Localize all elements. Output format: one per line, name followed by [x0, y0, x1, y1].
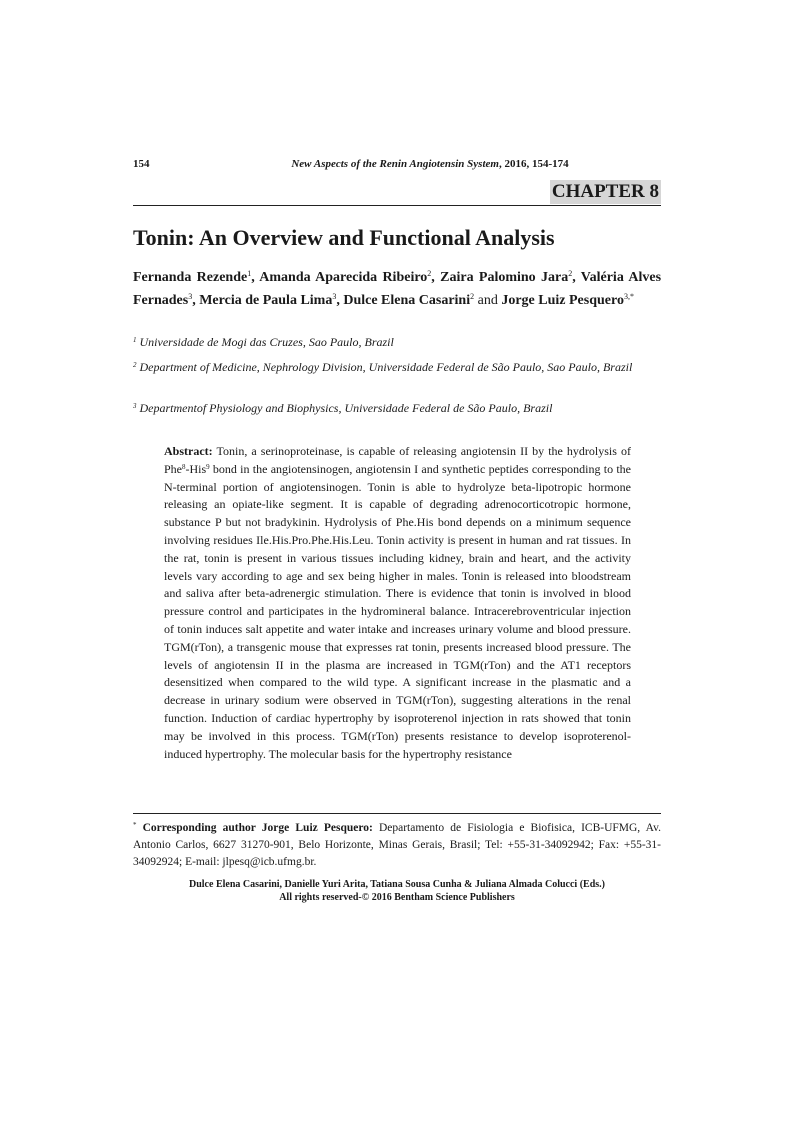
abstract-text: -His: [185, 461, 207, 476]
author-affiliation-marker: 3,*: [623, 292, 634, 301]
author-name: Fernanda Rezende: [133, 270, 248, 285]
superscript: 8: [182, 462, 186, 471]
author-affiliation-marker: 2: [568, 269, 573, 278]
chapter-label: CHAPTER 8: [551, 181, 659, 202]
affiliation-text: Universidade de Mogi das Cruzes, Sao Paulo, Brazil: [139, 335, 394, 349]
affiliation-number: 3: [133, 402, 137, 410]
editors-line: Dulce Elena Casarini, Danielle Yuri Arita, Tatiana Sousa Cunha & Juliana Almada Colucci (Eds.): [189, 879, 605, 890]
author-affiliation-marker: 2: [427, 269, 432, 278]
footnote-text: Departamento de Fisiologia e Biofisica, ICB-UFMG, Av. Antonio Carlos, 6627 31270-901, Belo Horizonte, Minas Gerais, Brasil; Tel: +55-31-34092942; Fax: +55-31-34092924; E-mail: jlpesq@icb.ufmg.br.: [133, 822, 661, 868]
author-name: Jorge Luiz Pesquero: [501, 293, 624, 308]
author-name: Valéria Alves Fernades: [133, 270, 662, 308]
header-rule: [133, 205, 661, 206]
year-pages: , 2016, 154-174: [498, 158, 569, 170]
author-affiliation-marker: 1: [247, 269, 252, 278]
author-separator: ,: [572, 270, 581, 285]
affiliation-number: 1: [133, 336, 137, 344]
author-name: Dulce Elena Casarini: [343, 293, 471, 308]
author-affiliation-marker: 2: [470, 292, 475, 301]
footnote-label: Corresponding author Jorge Luiz Pesquero:: [136, 822, 373, 834]
author-list: [133, 266, 661, 312]
affiliation-number: 2: [133, 361, 137, 369]
book-title: New Aspects of the Renin Angiotensin System: [291, 158, 499, 170]
author-separator: ,: [336, 293, 344, 308]
rights-line: All rights reserved-© 2016 Bentham Science Publishers: [279, 892, 515, 903]
running-head: [200, 158, 660, 170]
abstract-text: bond in the angiotensinogen, angiotensin I and synthetic peptides corresponding to the N-terminal portion of angiotensinogen. Tonin is able to hydrolyze beta-lipotropic hormone releasing an opiate-like segment. It is capable of degrading adrenocorticotropic hormone, substance P but not bradykinin. Hydrolysis of Phe.His bond depends on a minimum sequence involving residues Ile.His.Pro.Phe.His.Leu. Tonin activity is present in human and rat tissues. In the rat, tonin is present in various tissues including kidney, brain and heart, and the activity levels vary according to age and sex being higher in males. Tonin is released into bloodstream and saliva after beta-adrenergic stimulation. There is evidence that tonin is involved in blood pressure control and participates in the hydromineral balance. Intracerebroventricular injection of tonin induces salt appetite and water intake and increases urinary volume and blood pressure. TGM(rTon), a transgenic mouse that expresses rat tonin, presents increased blood pressure. The levels of angiotensin II in the plasma are increased in TGM(rTon) and the AT1 receptors desensitized when compared to the wild type. A significant increase in the plasmatic and a decrease in urinary sodium were observed in TGM(rTon), suggesting alterations in the renal function. Induction of cardiac hypertrophy by isoproterenol injection in rats showed that tonin may be involved in this process. TGM(rTon) presents resistance to develop isoproterenol-induced hypertrophy. The molecular basis for the hypertrophy resistance: [164, 461, 631, 761]
affiliation-text: Department of Medicine, Nephrology Division, Universidade Federal de São Paulo, Sao Paulo, Brazil: [139, 360, 633, 374]
author-affiliation-marker: 3: [188, 292, 193, 301]
abstract: [164, 443, 631, 763]
author-separator: and: [474, 293, 502, 308]
author-name: Mercia de Paula Lima: [199, 293, 333, 308]
chapter-title: Tonin: An Overview and Functional Analysis: [133, 225, 555, 250]
superscript: 9: [206, 462, 210, 471]
author-separator: ,: [192, 293, 200, 308]
affiliation-1: [133, 334, 661, 351]
abstract-label: Abstract:: [164, 444, 213, 458]
page-number: 154: [133, 158, 150, 170]
affiliation-3: [133, 400, 661, 417]
abstract-text: Tonin, a serinoproteinase, is capable of releasing angiotensin II by the hydrolysis of Phe: [164, 444, 631, 476]
author-name: Zaira Palomino Jara: [440, 270, 569, 285]
affiliation-2: [133, 359, 661, 376]
affiliation-text: Departmentof Physiology and Biophysics, Universidade Federal de São Paulo, Brazil: [139, 401, 553, 415]
author-affiliation-marker: 3: [332, 292, 337, 301]
footnote-rule: [133, 813, 661, 814]
footnote-marker: *: [133, 821, 137, 829]
footnote: [133, 820, 661, 871]
author-separator: ,: [251, 270, 260, 285]
author-separator: ,: [431, 270, 441, 285]
author-name: Amanda Aparecida Ribeiro: [259, 270, 428, 285]
